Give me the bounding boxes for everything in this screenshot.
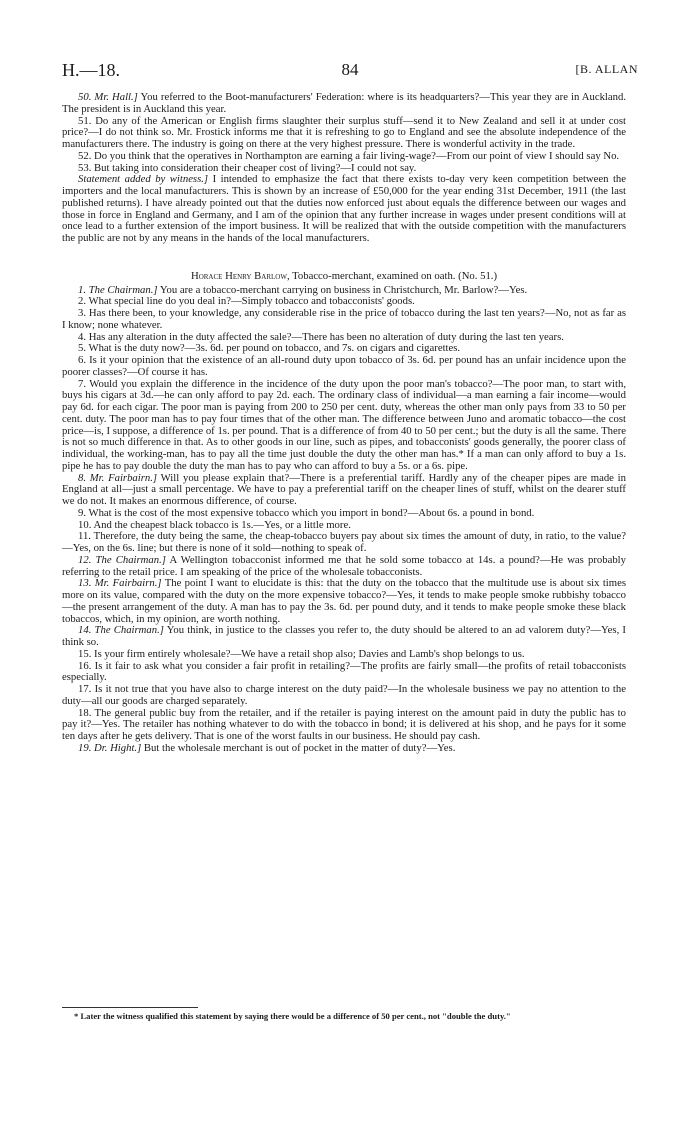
document-body	[62, 92, 626, 755]
paragraph	[62, 92, 626, 116]
paragraph	[62, 743, 626, 755]
paragraph	[62, 355, 626, 379]
paragraph	[62, 116, 626, 151]
speaker-label: 1. The Chairman.]	[78, 283, 158, 296]
paragraph-text: 7. Would you explain the difference in the incidence of the duty upon the poor man's tobacco?—The poor man, to start with, buys his cigars at 3d.—he can only afford to pay 2d. each. The ordinary class of individual—a man earning a fair income—would pay 6d. for each cigar. The poor man is paying from 200 to 250 per cent. duty, whereas the other man only pays from 33 to 50 per cent. duty. The poor man has to pay four times that of the other man. The difference between Juno and aromatic tobacco—the cost price—is, I suppose, a difference of 1s. per pound. That is a difference of from 40 to 50 per cent.; but the duty is all the same. There is not so much difference in that. As to other goods in our line, such as pipes, and tobacconists' goods generally, the poorer class of individual, the working-man, has to pay all the time just double the duty the other man has.* If a man can only afford to buy a 1s. pipe he has to pay double the duty the man has to pay who can afford to buy a 5s. or a 6s. pipe.	[62, 377, 626, 472]
paragraph	[62, 708, 626, 743]
paragraph-text: You are a tobacco-merchant carrying on business in Christchurch, Mr. Barlow?—Yes.	[157, 283, 528, 296]
footnote: * Later the witness qualified this statement by saying there would be a difference of 50 per cent., not "double the duty."	[74, 1011, 511, 1021]
speaker-label: 50. Mr. Hall.]	[78, 91, 138, 103]
paragraph-text: 4. Has any alteration in the duty affected the sale?—There has been no alteration of duty during the last ten years.	[78, 330, 564, 343]
paragraph	[62, 578, 626, 625]
paragraph	[62, 473, 626, 508]
paragraph	[62, 379, 626, 473]
paragraph-text: 2. What special line do you deal in?—Simply tobacco and tobacconists' goods.	[78, 295, 415, 308]
paragraph-text: 9. What is the cost of the most expensive tobacco which you import in bond?—About 6s. a pound in bond.	[78, 506, 535, 519]
speaker-label: 14. The Chairman.]	[78, 624, 164, 637]
witness-running-head: [B. ALLAN	[575, 62, 638, 76]
paragraph-text: 17. Is it not true that you have also to charge interest on the duty paid?—In the wholesale business we pay no attention to the duty—all our goods are charged separately.	[62, 683, 626, 707]
paragraph	[62, 555, 626, 579]
paragraph	[62, 531, 626, 555]
witness-heading	[62, 271, 626, 283]
paragraph	[62, 661, 626, 685]
report-code: H.—18.	[62, 60, 120, 80]
paragraph-text: 5. What is the duty now?—3s. 6d. per pound on tobacco, and 7s. on cigars and cigarettes.	[78, 342, 461, 355]
paragraph	[62, 174, 626, 245]
paragraph-text: 53. But taking into consideration their cheaper cost of living?—I could not say.	[78, 161, 417, 174]
allan-testimony	[62, 92, 626, 245]
page-header	[62, 60, 638, 80]
paragraph-text: But the wholesale merchant is out of pocket in the matter of duty?—Yes.	[141, 741, 456, 754]
speaker-label: 13. Mr. Fairbairn.]	[78, 577, 162, 590]
paragraph-text: 16. Is it fair to ask what you consider a fair profit in retailing?—The profits are fairly small—the profits of retail tobacconists especially.	[62, 659, 626, 684]
witness-name: Horace Henry Barlow	[190, 269, 287, 282]
paragraph-text: 11. Therefore, the duty being the same, the cheap-tobacco buyers pay about six times the amount of duty, in ratio, to the value?—Yes, on the 6s. line; but there is none of it sold—nothing to speak of.	[62, 530, 626, 554]
paragraph-text: You referred to the Boot-manufacturers' Federation: where is its headquarters?—This year they are in Auckland. The president is in Auckland this year.	[62, 91, 626, 115]
paragraph-text: 52. Do you think that the operatives in Northampton are earning a fair living-wage?—From our point of view I should say No.	[78, 149, 620, 162]
paragraph-text: 18. The general public buy from the retailer, and if the retailer is paying interest on the amount paid in duty the public has to pay it?—Yes. The retailer has nothing whatever to do with the tobacco in bond; it is delivered at his shop, and he pays for it some ten days after he gets delivery. That is one of the worst faults in our business. He should pay cash.	[62, 706, 626, 742]
page-number: 84	[341, 60, 359, 79]
paragraph	[62, 625, 626, 649]
speaker-label: 12. The Chairman.]	[78, 553, 166, 566]
footnote-rule	[62, 1007, 198, 1008]
speaker-label: 19. Dr. Hight.]	[78, 741, 142, 754]
paragraph-text: 3. Has there been, to your knowledge, any considerable rise in the price of tobacco during the last ten years?—No, not as far as I know; none whatever.	[62, 307, 626, 331]
paragraph-text: I intended to emphasize the fact that there exists to-day very keen competition between the importers and the local manufacturers. This is shown by an increase of £50,000 for the year ending 31st December, 1911 (the last published returns). I have already pointed out that the duties now enforced just about equals the difference between our wages and those in force in England and Germany, and I am of the opinion that any further increase in wages under present conditions will at once lead to a further extension of the import business. It will be realized that with the outside competition with the manufacturers the public are not by any means in the hands of the local manufacturers.	[62, 173, 627, 244]
speaker-label: Statement added by witness.]	[78, 173, 209, 186]
paragraph	[62, 308, 626, 332]
witness-description: , Tobacco-merchant, examined on oath. (No. 51.)	[286, 269, 498, 282]
barlow-testimony	[62, 285, 626, 755]
paragraph-text: 6. Is it your opinion that the existence of an all-round duty upon tobacco of 3s. 6d. per pound has an unfair incidence upon the poorer classes?—Of course it has.	[62, 354, 626, 378]
paragraph-text: A Wellington tobacconist informed me that he sold some tobacco at 14s. a pound?—He was probably referring to the retail price. I am speaking of the price of the wholesale tobacconists.	[62, 553, 626, 578]
paragraph-text: 10. And the cheapest black tobacco is 1s.—Yes, or a little more.	[78, 518, 351, 531]
paragraph-text: 15. Is your firm entirely wholesale?—We have a retail shop also; Davies and Lamb's shop belongs to us.	[78, 647, 525, 660]
paragraph	[62, 684, 626, 708]
paragraph-text: You think, in justice to the classes you refer to, the duty should be altered to an ad valorem duty?—Yes, I think so.	[62, 624, 626, 648]
paragraph-text: The point I want to elucidate is this: that the duty on the tobacco that the multitude use is about six times more on its value, compared with the duty on the more expensive tobacco?—Yes, it tends to make people smoke rubbishy tobacco—the present arrangement of the duty. A man has to pay the 3s. 6d. per pound duty, and it tends to make people smoke these black tobaccos, which, in my opinion, are worth nothing.	[62, 577, 626, 625]
speaker-label: 8. Mr. Fairbairn.]	[78, 471, 158, 484]
paragraph-text: 51. Do any of the American or English firms slaughter their surplus stuff—send it to New Zealand and sell it at under cost price?—I do not think so. Mr. Frostick informs me that it is refreshing to go to England and see the absolute independence of the manufacturers there. The industry is going on there at the very highest pressure. There is wonderful activity in the trade.	[62, 114, 626, 150]
paragraph-text: Will you please explain that?—There is a preferential tariff. Hardly any of the cheaper pipes are made in England at all—just a small percentage. We have to pay a preferential tariff on the cheaper lines of stuff, whilst on the dearer stuff we do not. It makes an enormous difference, of course.	[62, 471, 626, 507]
